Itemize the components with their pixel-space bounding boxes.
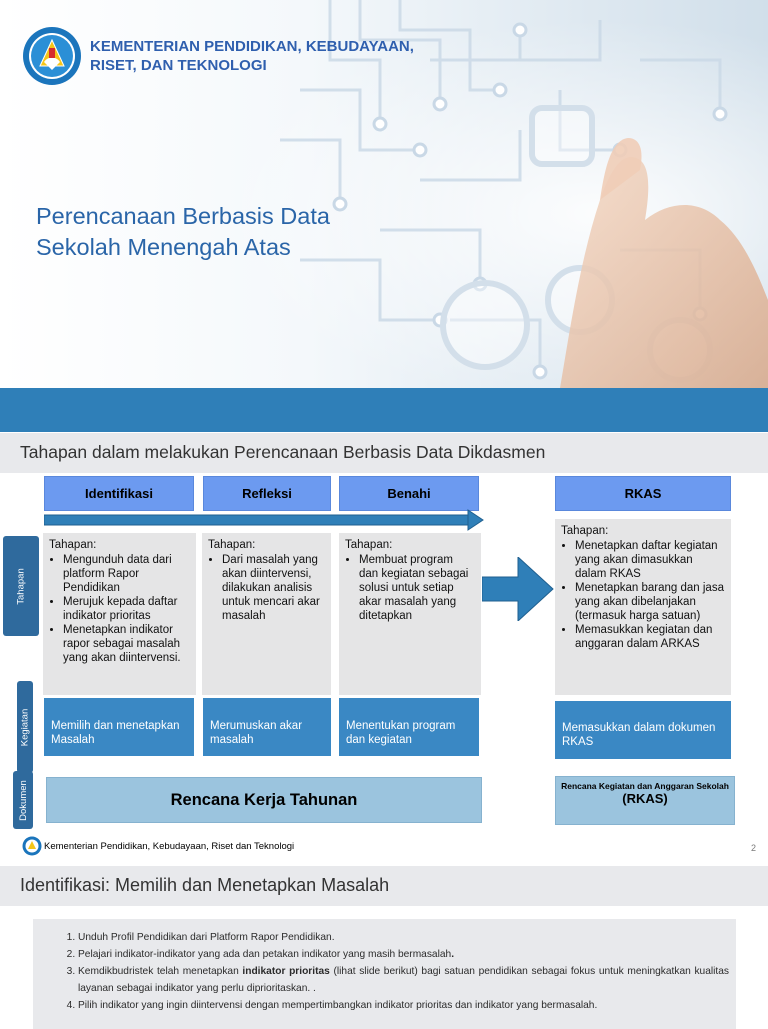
list-item: • Menetapkan indikator rapor sebagai masalah yang akan diintervensi. (63, 623, 190, 665)
list-item (78, 946, 729, 963)
stage-benahi: Benahi (339, 476, 479, 511)
step-box-rkas (555, 519, 731, 695)
cover-blue-band (0, 388, 768, 432)
list-item: 1. Unduh Profil Pendidikan dari Platform Rapor Pendidikan. (78, 929, 729, 946)
list-item-text: Pelajari indikator-indikator yang ada dan petakan indikator yang masih bermasalah (78, 949, 452, 960)
side-tab-tahapan (3, 536, 39, 636)
list-item: • Menetapkan daftar kegiatan yang akan dimasukkan dalam RKAS (575, 539, 725, 581)
list-item: • Merujuk kepada daftar indikator prioritas (63, 595, 190, 623)
document-rkas (555, 776, 735, 825)
list-item: • Mengunduh data dari platform Rapor Pendidikan (63, 553, 190, 595)
document-rkt: Rencana Kerja Tahunan (46, 777, 482, 823)
list-item (78, 963, 729, 997)
step-box-benahi (339, 533, 481, 695)
tut-wuri-handayani-logo (22, 26, 82, 86)
timeline-arrow (44, 509, 484, 531)
list-item-post: (lihat slide berikut) bagi satuan pendidikan sebagai fokus untuk meningkatkan kualitas layanan sebagai indikator yang perlu diprioritaskan. . (78, 966, 729, 994)
side-tab-kegiatan-label: Kegiatan (19, 708, 31, 746)
slide-footer (22, 836, 294, 856)
activity-identifikasi: Memilih dan menetapkan Masalah (44, 698, 194, 756)
list-item: 4. Pilih indikator yang ingin diintervensi dengan mempertimbangkan indikator prioritas dan indikator yang bermasalah. (78, 997, 729, 1014)
step-label: Tahapan: (345, 539, 393, 551)
list-item-pre: Kemdikbudristek telah menetapkan (78, 966, 243, 977)
document-rkas-abbr: (RKAS) (622, 791, 668, 806)
steps-list (52, 929, 729, 1014)
side-tab-dokumen (13, 771, 33, 829)
stage-rkas: RKAS (555, 476, 731, 511)
list-item-end: . (451, 949, 455, 960)
list-item-bold: indikator prioritas (242, 966, 330, 977)
step-box-refleksi (202, 533, 331, 695)
step-label: Tahapan: (49, 539, 97, 551)
slide-title: Tahapan dalam melakukan Perencanaan Berbasis Data Dikdasmen (20, 442, 546, 462)
activity-refleksi: Merumuskan akar masalah (203, 698, 331, 756)
side-tab-dokumen-label: Dokumen (17, 779, 29, 821)
cover-title-line-2: Sekolah Menengah Atas (36, 234, 291, 260)
activity-rkas: Memasukkan dalam dokumen RKAS (555, 701, 731, 759)
list-item: • Menetapkan barang dan jasa yang akan dibelanjakan (termasuk harga satuan) (575, 581, 725, 623)
list-item: • Membuat program dan kegiatan sebagai solusi untuk setiap akar masalah yang ditetapkan (359, 553, 475, 623)
list-item: • Dari masalah yang akan diintervensi, dilakukan analisis untuk mencari akar masalah (222, 553, 325, 623)
stage-identifikasi: Identifikasi (44, 476, 194, 511)
side-tab-tahapan-label: Tahapan (15, 567, 27, 605)
steps-list-box (33, 919, 736, 1029)
step-label: Tahapan: (561, 525, 609, 537)
stage-refleksi: Refleksi (203, 476, 331, 511)
identification-slide (0, 866, 768, 1024)
flow-arrow-right (482, 557, 554, 621)
slide-header (0, 433, 768, 473)
ministry-line-1: KEMENTERIAN PENDIDIKAN, KEBUDAYAAN, (90, 38, 414, 55)
page-number: 2 (750, 843, 756, 853)
cover-title (36, 201, 396, 263)
step-box-identifikasi (43, 533, 196, 695)
side-tab-kegiatan (17, 681, 33, 773)
document-rkas-name: Rencana Kegiatan dan Anggaran Sekolah (561, 781, 729, 791)
cover-title-line-1: Perencanaan Berbasis Data (36, 203, 330, 229)
slide-header (0, 866, 768, 906)
activity-benahi: Menentukan program dan kegiatan (339, 698, 479, 756)
step-label: Tahapan: (208, 539, 256, 551)
stages-slide (0, 433, 768, 865)
slide-title: Identifikasi: Memilih dan Menetapkan Masalah (20, 875, 390, 895)
footer-text: Kementerian Pendidikan, Kebudayaan, Riset dan Teknologi (44, 840, 295, 852)
ministry-name (90, 37, 490, 75)
cover-slide (0, 0, 768, 432)
ministry-logo-icon (22, 836, 42, 856)
ministry-line-2: RISET, DAN TEKNOLOGI (90, 57, 267, 74)
list-item: • Memasukkan kegiatan dan anggaran dalam ARKAS (575, 623, 725, 651)
